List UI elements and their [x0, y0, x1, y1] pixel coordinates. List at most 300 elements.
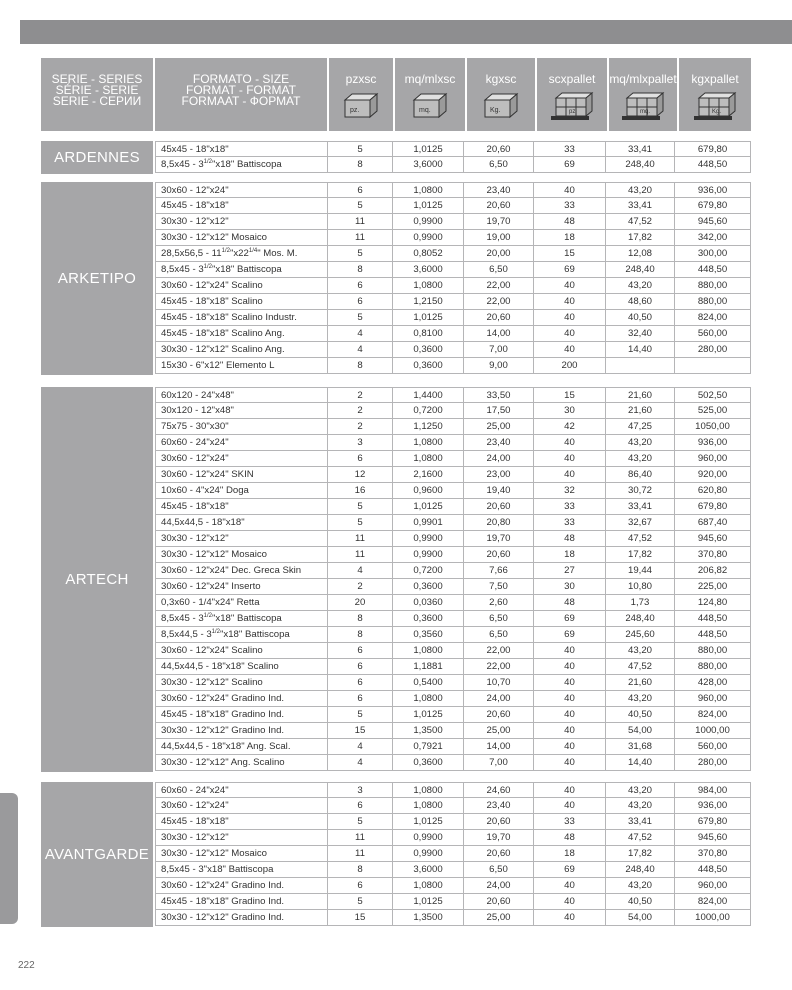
value-cell: 280,00 — [675, 755, 751, 771]
value-cell: 7,66 — [464, 563, 534, 579]
value-cell: 687,40 — [675, 515, 751, 531]
value-cell: 14,00 — [464, 739, 534, 755]
format-cell: 30x60 - 12"x24" Dec. Greca Skin — [155, 563, 328, 579]
value-cell: 6 — [328, 643, 393, 659]
value-cell: 2,60 — [464, 595, 534, 611]
svg-text:Kg.: Kg. — [490, 107, 501, 114]
value-cell: 24,00 — [464, 878, 534, 894]
table-row — [155, 798, 751, 814]
value-cell: 5 — [328, 198, 393, 214]
value-cell: 23,40 — [464, 182, 534, 198]
value-cell: 40 — [534, 878, 606, 894]
series-label-avantgarde: AVANTGARDE — [41, 782, 153, 927]
table-row — [155, 627, 751, 643]
value-cell: 6,50 — [464, 627, 534, 643]
value-cell: 280,00 — [675, 342, 751, 358]
value-cell: 43,20 — [606, 182, 675, 198]
value-cell: 248,40 — [606, 862, 675, 878]
value-cell: 8 — [328, 262, 393, 278]
format-cell: 60x60 - 24"x24" — [155, 782, 328, 798]
value-cell: 8 — [328, 157, 393, 173]
side-tab — [0, 793, 18, 924]
value-cell: 14,00 — [464, 326, 534, 342]
value-cell: 54,00 — [606, 910, 675, 926]
format-cell: 15x30 - 6"x12" Elemento L — [155, 358, 328, 374]
table-row — [155, 294, 751, 310]
value-cell: 1,0800 — [393, 691, 464, 707]
value-cell: 0,9900 — [393, 531, 464, 547]
value-cell: 19,44 — [606, 563, 675, 579]
box-icon — [342, 92, 380, 120]
value-cell: 5 — [328, 310, 393, 326]
table-row — [155, 483, 751, 499]
value-cell: 19,70 — [464, 531, 534, 547]
value-cell: 48 — [534, 595, 606, 611]
table-row — [155, 643, 751, 659]
format-cell: 30x30 - 12"x12" Mosaico — [155, 547, 328, 563]
value-cell: 40 — [534, 723, 606, 739]
value-cell: 30 — [534, 403, 606, 419]
value-cell: 945,60 — [675, 214, 751, 230]
value-cell: 31,68 — [606, 739, 675, 755]
value-cell: 6 — [328, 691, 393, 707]
format-cell: 45x45 - 18"x18" Scalino — [155, 294, 328, 310]
value-cell: 24,00 — [464, 691, 534, 707]
table-row — [155, 515, 751, 531]
value-cell: 43,20 — [606, 782, 675, 798]
value-cell: 880,00 — [675, 643, 751, 659]
value-cell: 19,70 — [464, 214, 534, 230]
series-label-ardennes: ARDENNES — [41, 141, 153, 174]
value-cell: 1000,00 — [675, 910, 751, 926]
value-cell: 43,20 — [606, 278, 675, 294]
value-cell: 20 — [328, 595, 393, 611]
format-cell: $8,5x44,5 - 3^{1/2}"x18$" Battiscopa — [155, 627, 328, 643]
value-cell: 679,80 — [675, 814, 751, 830]
value-cell: 15 — [328, 910, 393, 926]
value-cell: 14,40 — [606, 342, 675, 358]
value-cell: 5 — [328, 141, 393, 157]
format-cell: 30x60 - 12"x24" Inserto — [155, 579, 328, 595]
value-cell: 8 — [328, 358, 393, 374]
value-cell: 945,60 — [675, 531, 751, 547]
format-cell: 75x75 - 30"x30" — [155, 419, 328, 435]
value-cell: 40 — [534, 435, 606, 451]
value-cell: 21,60 — [606, 387, 675, 403]
value-cell: 1,0800 — [393, 878, 464, 894]
format-cell: 30x30 - 12"x12" Mosaico — [155, 230, 328, 246]
value-cell: 6,50 — [464, 611, 534, 627]
value-cell: 960,00 — [675, 691, 751, 707]
value-cell: 40 — [534, 910, 606, 926]
table-row — [155, 814, 751, 830]
table-row — [155, 278, 751, 294]
value-cell: 679,80 — [675, 141, 751, 157]
svg-text:Kg.: Kg. — [712, 109, 722, 115]
value-cell: 33 — [534, 515, 606, 531]
value-cell: 0,7921 — [393, 739, 464, 755]
value-cell: 20,60 — [464, 141, 534, 157]
value-cell: 1,0800 — [393, 278, 464, 294]
value-cell: 448,50 — [675, 157, 751, 173]
value-cell: 960,00 — [675, 878, 751, 894]
value-cell: 43,20 — [606, 451, 675, 467]
value-cell: 19,70 — [464, 830, 534, 846]
table-row — [155, 894, 751, 910]
value-cell — [606, 358, 675, 374]
value-cell: 40 — [534, 798, 606, 814]
format-cell: 30x60 - 12"x24" Gradino Ind. — [155, 691, 328, 707]
value-cell: 20,60 — [464, 846, 534, 862]
value-cell: 0,9600 — [393, 483, 464, 499]
value-cell: 248,40 — [606, 611, 675, 627]
value-cell: 20,60 — [464, 198, 534, 214]
table-row — [155, 862, 751, 878]
value-cell: 1,0800 — [393, 643, 464, 659]
value-cell: 40 — [534, 782, 606, 798]
value-cell: 22,00 — [464, 294, 534, 310]
value-cell: 15 — [328, 723, 393, 739]
value-cell: 0,7200 — [393, 403, 464, 419]
value-cell: 43,20 — [606, 691, 675, 707]
value-cell: 48 — [534, 830, 606, 846]
value-cell: 47,52 — [606, 830, 675, 846]
value-cell: 33,41 — [606, 198, 675, 214]
value-cell: 69 — [534, 157, 606, 173]
value-cell: 1,3500 — [393, 910, 464, 926]
value-cell: 11 — [328, 531, 393, 547]
value-cell: 33 — [534, 499, 606, 515]
value-cell: 0,9900 — [393, 214, 464, 230]
table-row — [155, 262, 751, 278]
value-cell: 2 — [328, 419, 393, 435]
value-cell: 23,40 — [464, 435, 534, 451]
value-cell: 21,60 — [606, 403, 675, 419]
value-cell: 0,9901 — [393, 515, 464, 531]
value-cell: 945,60 — [675, 830, 751, 846]
value-cell: 248,40 — [606, 157, 675, 173]
value-cell: 40 — [534, 451, 606, 467]
svg-text:mq.: mq. — [419, 107, 431, 114]
value-cell: 24,60 — [464, 782, 534, 798]
value-cell: 6,50 — [464, 862, 534, 878]
format-cell: $8,5x45 - 3^{1/2}"x18$" Battiscopa — [155, 611, 328, 627]
value-cell: 880,00 — [675, 278, 751, 294]
value-cell: 0,3560 — [393, 627, 464, 643]
table-row — [155, 499, 751, 515]
value-cell: 679,80 — [675, 198, 751, 214]
table-header — [41, 58, 751, 131]
value-cell: 3,6000 — [393, 157, 464, 173]
format-cell: 8,5x45 - 3"x18" Battiscopa — [155, 862, 328, 878]
value-cell: 984,00 — [675, 782, 751, 798]
format-cell: 30x30 - 12"x12" — [155, 830, 328, 846]
value-cell: 25,00 — [464, 910, 534, 926]
format-cell: 44,5x44,5 - 18"x18" Ang. Scal. — [155, 739, 328, 755]
value-cell: 1,0125 — [393, 310, 464, 326]
value-cell: 17,82 — [606, 547, 675, 563]
value-cell: 40 — [534, 894, 606, 910]
value-cell: 1,0800 — [393, 798, 464, 814]
format-cell: $8,5x45 - 3^{1/2}"x18$" Battiscopa — [155, 157, 328, 173]
value-cell: 33,41 — [606, 141, 675, 157]
value-cell: 936,00 — [675, 798, 751, 814]
value-cell: 33,41 — [606, 814, 675, 830]
table-row — [155, 547, 751, 563]
value-cell: 124,80 — [675, 595, 751, 611]
value-cell: 11 — [328, 230, 393, 246]
value-cell: 11 — [328, 214, 393, 230]
value-cell: 12,08 — [606, 246, 675, 262]
table-row — [155, 659, 751, 675]
value-cell: 47,52 — [606, 659, 675, 675]
table-row — [155, 878, 751, 894]
value-cell: 33 — [534, 198, 606, 214]
value-cell: 960,00 — [675, 451, 751, 467]
value-cell: 0,9900 — [393, 230, 464, 246]
value-cell: 370,80 — [675, 846, 751, 862]
value-cell: 0,3600 — [393, 358, 464, 374]
value-cell: 1,0125 — [393, 707, 464, 723]
header-mq-per-pallet: mq/mlxpallet mq. — [609, 58, 677, 131]
value-cell: 6 — [328, 659, 393, 675]
format-cell: 30x60 - 12"x24" — [155, 182, 328, 198]
value-cell: 560,00 — [675, 739, 751, 755]
format-cell: 30x30 - 12"x12" Scalino — [155, 675, 328, 691]
value-cell: 1,1250 — [393, 419, 464, 435]
value-cell: 5 — [328, 499, 393, 515]
value-cell: 9,00 — [464, 358, 534, 374]
value-cell: 18 — [534, 547, 606, 563]
value-cell: 4 — [328, 739, 393, 755]
value-cell: 47,25 — [606, 419, 675, 435]
value-cell: 936,00 — [675, 435, 751, 451]
value-cell: 428,00 — [675, 675, 751, 691]
value-cell: 32,40 — [606, 326, 675, 342]
value-cell: 1050,00 — [675, 419, 751, 435]
top-bar — [20, 20, 792, 44]
value-cell: 25,00 — [464, 419, 534, 435]
table-row — [155, 230, 751, 246]
value-cell: 33,41 — [606, 499, 675, 515]
value-cell: 40 — [534, 739, 606, 755]
value-cell: 8 — [328, 627, 393, 643]
table-row — [155, 675, 751, 691]
value-cell: 18 — [534, 230, 606, 246]
value-cell: 11 — [328, 830, 393, 846]
table-row — [155, 739, 751, 755]
value-cell: 40 — [534, 755, 606, 771]
value-cell: 6 — [328, 182, 393, 198]
value-cell: 20,60 — [464, 547, 534, 563]
value-cell: 20,60 — [464, 894, 534, 910]
value-cell: 40 — [534, 326, 606, 342]
value-cell: 6 — [328, 675, 393, 691]
value-cell: 20,60 — [464, 707, 534, 723]
value-cell: 20,60 — [464, 814, 534, 830]
value-cell: 43,20 — [606, 878, 675, 894]
format-cell: 30x30 - 12"x12" Gradino Ind. — [155, 910, 328, 926]
format-cell: 30x30 - 12"x12" Ang. Scalino — [155, 755, 328, 771]
value-cell: 5 — [328, 814, 393, 830]
value-cell: 2,1600 — [393, 467, 464, 483]
header-kg-per-pallet: kgxpallet Kg. — [679, 58, 751, 131]
format-cell: 30x60 - 12"x24" Gradino Ind. — [155, 878, 328, 894]
value-cell: 0,7200 — [393, 563, 464, 579]
table-row — [155, 182, 751, 198]
value-cell: 502,50 — [675, 387, 751, 403]
value-cell: 370,80 — [675, 547, 751, 563]
format-cell: 0,3x60 - 1/4"x24" Retta — [155, 595, 328, 611]
value-cell: 6,50 — [464, 262, 534, 278]
format-cell: 30x120 - 12"x48" — [155, 403, 328, 419]
format-cell: 60x120 - 24"x48" — [155, 387, 328, 403]
value-cell: 6,50 — [464, 157, 534, 173]
value-cell: 0,0360 — [393, 595, 464, 611]
pallet-icon — [619, 92, 667, 122]
header-mq-per-box: mq/mlxsc mq. — [395, 58, 465, 131]
value-cell: 1,0125 — [393, 499, 464, 515]
value-cell: 0,3600 — [393, 579, 464, 595]
value-cell: 880,00 — [675, 659, 751, 675]
value-cell: 40 — [534, 691, 606, 707]
header-format: FORMATO - SIZE FORMAT - FORMAT FORMAAT - ФОРМАТ — [155, 58, 327, 131]
value-cell: 48 — [534, 531, 606, 547]
value-cell: 1,0800 — [393, 451, 464, 467]
format-cell: 30x60 - 12"x24" Scalino — [155, 278, 328, 294]
format-cell: 30x30 - 12"x12" Scalino Ang. — [155, 342, 328, 358]
format-cell: 45x45 - 18"x18" — [155, 141, 328, 157]
value-cell: 4 — [328, 342, 393, 358]
value-cell: 27 — [534, 563, 606, 579]
value-cell: 5 — [328, 515, 393, 531]
format-cell: 45x45 - 18"x18" — [155, 499, 328, 515]
value-cell: 1,0125 — [393, 894, 464, 910]
value-cell: 40,50 — [606, 894, 675, 910]
format-cell: 30x60 - 12"x24" — [155, 451, 328, 467]
value-cell: 448,50 — [675, 627, 751, 643]
value-cell: 12 — [328, 467, 393, 483]
value-cell: 25,00 — [464, 723, 534, 739]
format-cell: 60x60 - 24"x24" — [155, 435, 328, 451]
pallet-icon — [548, 92, 596, 122]
value-cell: 200 — [534, 358, 606, 374]
value-cell: 2 — [328, 403, 393, 419]
value-cell: 14,40 — [606, 755, 675, 771]
value-cell: 0,3600 — [393, 342, 464, 358]
value-cell: 6 — [328, 278, 393, 294]
value-cell: 206,82 — [675, 563, 751, 579]
value-cell: 1,0125 — [393, 141, 464, 157]
format-cell: 45x45 - 18"x18" Scalino Industr. — [155, 310, 328, 326]
header-pz-per-box: pzxsc pz. — [329, 58, 393, 131]
table-row — [155, 579, 751, 595]
value-cell: 824,00 — [675, 894, 751, 910]
format-cell: 30x30 - 12"x12" — [155, 214, 328, 230]
value-cell: 2 — [328, 387, 393, 403]
value-cell: 15 — [534, 246, 606, 262]
value-cell: 7,50 — [464, 579, 534, 595]
value-cell: 20,60 — [464, 499, 534, 515]
value-cell: 920,00 — [675, 467, 751, 483]
svg-text:pz.: pz. — [350, 107, 360, 114]
format-cell: 30x30 - 12"x12" Mosaico — [155, 846, 328, 862]
value-cell: 936,00 — [675, 182, 751, 198]
value-cell: 42 — [534, 419, 606, 435]
value-cell: 18 — [534, 846, 606, 862]
table-row — [155, 830, 751, 846]
value-cell: 47,52 — [606, 214, 675, 230]
value-cell: 40 — [534, 643, 606, 659]
format-cell: 10x60 - 4"x24" Doga — [155, 483, 328, 499]
value-cell: 1,1881 — [393, 659, 464, 675]
series-label-arketipo: ARKETIPO — [41, 182, 153, 375]
value-cell: 33 — [534, 141, 606, 157]
table-row — [155, 755, 751, 771]
value-cell: 17,82 — [606, 846, 675, 862]
value-cell: 22,00 — [464, 278, 534, 294]
value-cell: 69 — [534, 627, 606, 643]
value-cell: 1,0800 — [393, 182, 464, 198]
value-cell: 48 — [534, 214, 606, 230]
value-cell: 525,00 — [675, 403, 751, 419]
value-cell: 1,3500 — [393, 723, 464, 739]
value-cell: 248,40 — [606, 262, 675, 278]
value-cell: 86,40 — [606, 467, 675, 483]
value-cell: 1000,00 — [675, 723, 751, 739]
svg-text:mq.: mq. — [640, 109, 651, 115]
value-cell: 3,6000 — [393, 862, 464, 878]
value-cell: 2 — [328, 579, 393, 595]
value-cell: 11 — [328, 547, 393, 563]
value-cell: 4 — [328, 326, 393, 342]
value-cell: 30,72 — [606, 483, 675, 499]
value-cell: 3 — [328, 782, 393, 798]
value-cell: 6 — [328, 878, 393, 894]
value-cell: 40 — [534, 659, 606, 675]
value-cell: 0,9900 — [393, 846, 464, 862]
format-cell: 45x45 - 18"x18" — [155, 814, 328, 830]
value-cell: 1,0125 — [393, 198, 464, 214]
table-row — [155, 595, 751, 611]
value-cell: 54,00 — [606, 723, 675, 739]
table-row — [155, 691, 751, 707]
value-cell: 448,50 — [675, 862, 751, 878]
value-cell: 40 — [534, 182, 606, 198]
svg-text:pz.: pz. — [569, 109, 578, 115]
value-cell: 40 — [534, 294, 606, 310]
value-cell: 20,00 — [464, 246, 534, 262]
value-cell: 10,80 — [606, 579, 675, 595]
table-row — [155, 531, 751, 547]
value-cell: 19,40 — [464, 483, 534, 499]
value-cell: 0,3600 — [393, 755, 464, 771]
box-icon — [482, 92, 520, 120]
value-cell: 43,20 — [606, 798, 675, 814]
value-cell: 1,2150 — [393, 294, 464, 310]
header-series: SERIE - SERIES SÉRIE - SERIE SERIE - СЕРИИ — [41, 58, 153, 131]
value-cell: 0,5400 — [393, 675, 464, 691]
table-row — [155, 782, 751, 798]
table-row — [155, 342, 751, 358]
value-cell: 4 — [328, 563, 393, 579]
value-cell: 43,20 — [606, 435, 675, 451]
table-row — [155, 723, 751, 739]
value-cell: 0,9900 — [393, 547, 464, 563]
value-cell: 22,00 — [464, 643, 534, 659]
value-cell: 3 — [328, 435, 393, 451]
value-cell: 448,50 — [675, 611, 751, 627]
